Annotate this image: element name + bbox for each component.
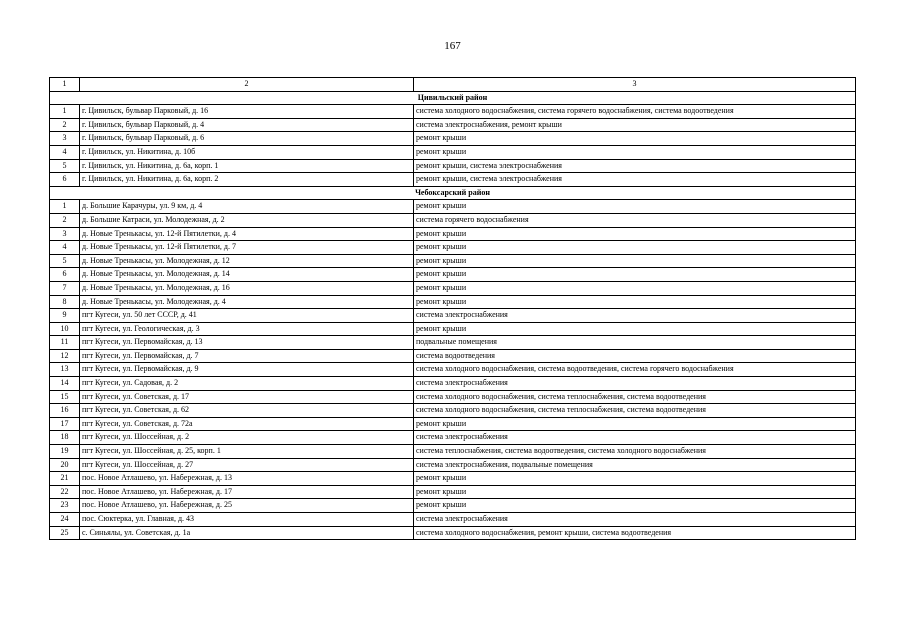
row-address: пгт Кугеси, ул. Советская, д. 62 [80,404,414,418]
row-address: г. Цивильск, ул. Никитина, д. 6а, корп. 2 [80,173,414,187]
table-row [50,268,856,282]
row-address: пос. Новое Атлашево, ул. Набережная, д. 17 [80,485,414,499]
table-row [50,513,856,527]
row-work: система холодного водоснабжения, система теплоснабжения, система водоотведения [414,390,856,404]
row-number: 16 [50,404,80,418]
row-work: система холодного водоснабжения, ремонт крыши, система водоотведения [414,526,856,540]
row-number: 6 [50,173,80,187]
column-header-work: 3 [414,78,856,92]
row-work: система электроснабжения, ремонт крыши [414,118,856,132]
row-address: д. Новые Тренькасы, ул. Молодежная, д. 4 [80,295,414,309]
row-number: 3 [50,132,80,146]
row-work: ремонт крыши [414,281,856,295]
row-address: д. Новые Тренькасы, ул. Молодежная, д. 16 [80,281,414,295]
row-number: 9 [50,309,80,323]
row-number: 10 [50,322,80,336]
row-work: ремонт крыши [414,145,856,159]
row-work: ремонт крыши [414,227,856,241]
table-row [50,200,856,214]
table-row [50,390,856,404]
row-address: пгт Кугеси, ул. Шоссейная, д. 25, корп. 1 [80,445,414,459]
row-address: д. Новые Тренькасы, ул. Молодежная, д. 12 [80,254,414,268]
row-number: 25 [50,526,80,540]
row-number: 11 [50,336,80,350]
row-number: 5 [50,159,80,173]
table-row [50,499,856,513]
row-work: ремонт крыши [414,200,856,214]
row-number: 12 [50,349,80,363]
row-number: 17 [50,417,80,431]
row-number: 1 [50,105,80,119]
row-work: ремонт крыши [414,472,856,486]
row-number: 7 [50,281,80,295]
column-header-number: 1 [50,78,80,92]
table-row [50,241,856,255]
row-work: система электроснабжения [414,431,856,445]
table-row [50,254,856,268]
table-row [50,145,856,159]
row-address: г. Цивильск, бульвар Парковый, д. 6 [80,132,414,146]
row-work: ремонт крыши [414,254,856,268]
row-address: д. Новые Тренькасы, ул. 12-й Пятилетки, д. 7 [80,241,414,255]
row-number: 24 [50,513,80,527]
row-work: система водоотведения [414,349,856,363]
table-row [50,281,856,295]
row-work: подвальные помещения [414,336,856,350]
row-work: ремонт крыши [414,132,856,146]
row-number: 15 [50,390,80,404]
row-number: 19 [50,445,80,459]
row-address: г. Цивильск, бульвар Парковый, д. 16 [80,105,414,119]
row-address: пгт Кугеси, ул. Первомайская, д. 13 [80,336,414,350]
table-row [50,213,856,227]
row-address: пос. Новое Атлашево, ул. Набережная, д. 25 [80,499,414,513]
table-row [50,118,856,132]
row-number: 5 [50,254,80,268]
table-row [50,322,856,336]
row-work: ремонт крыши [414,295,856,309]
table-row [50,336,856,350]
column-header-address: 2 [80,78,414,92]
row-work: система теплоснабжения, система водоотведения, система холодного водоснабжения [414,445,856,459]
table-row [50,295,856,309]
row-address: г. Цивильск, ул. Никитина, д. 10б [80,145,414,159]
row-work: система электроснабжения [414,377,856,391]
row-address: пос. Сюктерка, ул. Главная, д. 43 [80,513,414,527]
row-address: пгт Кугеси, ул. 50 лет СССР, д. 41 [80,309,414,323]
row-number: 1 [50,200,80,214]
district-title: Цивильский район [50,91,856,105]
table-header-row [50,78,856,92]
row-work: система электроснабжения [414,513,856,527]
row-work: система холодного водоснабжения, система водоотведения, система горячего водоснабжения [414,363,856,377]
row-address: пгт Кугеси, ул. Советская, д. 72а [80,417,414,431]
row-number: 20 [50,458,80,472]
row-work: ремонт крыши [414,417,856,431]
row-work: система холодного водоснабжения, система горячего водоснабжения, система водоотведения [414,105,856,119]
row-work: ремонт крыши, система электроснабжения [414,173,856,187]
row-work: ремонт крыши [414,322,856,336]
row-number: 4 [50,241,80,255]
row-work: ремонт крыши [414,268,856,282]
row-number: 23 [50,499,80,513]
table-row [50,417,856,431]
table-row [50,173,856,187]
register-table-body [50,78,856,540]
table-row [50,458,856,472]
row-work: система электроснабжения, подвальные помещения [414,458,856,472]
row-number: 14 [50,377,80,391]
table-row [50,485,856,499]
table-row [50,472,856,486]
district-title: Чебоксарский район [50,186,856,200]
row-work: система горячего водоснабжения [414,213,856,227]
row-address: д. Большие Катраси, ул. Молодежная, д. 2 [80,213,414,227]
row-address: д. Новые Тренькасы, ул. Молодежная, д. 14 [80,268,414,282]
row-number: 6 [50,268,80,282]
row-number: 18 [50,431,80,445]
row-number: 8 [50,295,80,309]
row-address: г. Цивильск, ул. Никитина, д. 6а, корп. 1 [80,159,414,173]
row-address: пгт Кугеси, ул. Геологическая, д. 3 [80,322,414,336]
table-row [50,349,856,363]
row-number: 22 [50,485,80,499]
table-row [50,431,856,445]
district-header-row [50,186,856,200]
table-row [50,105,856,119]
row-number: 21 [50,472,80,486]
row-address: пос. Новое Атлашево, ул. Набережная, д. 13 [80,472,414,486]
row-address: г. Цивильск, бульвар Парковый, д. 4 [80,118,414,132]
row-work: ремонт крыши [414,499,856,513]
row-work: система электроснабжения [414,309,856,323]
row-address: пгт Кугеси, ул. Шоссейная, д. 2 [80,431,414,445]
register-table [49,77,856,540]
row-address: пгт Кугеси, ул. Шоссейная, д. 27 [80,458,414,472]
row-work: ремонт крыши, система электроснабжения [414,159,856,173]
row-number: 13 [50,363,80,377]
table-row [50,445,856,459]
row-number: 3 [50,227,80,241]
row-address: пгт Кугеси, ул. Первомайская, д. 9 [80,363,414,377]
table-row [50,377,856,391]
page-number: 167 [444,40,461,52]
row-address: пгт Кугеси, ул. Первомайская, д. 7 [80,349,414,363]
table-row [50,132,856,146]
row-address: д. Большие Карачуры, ул. 9 км, д. 4 [80,200,414,214]
district-header-row [50,91,856,105]
table-row [50,526,856,540]
row-work: ремонт крыши [414,241,856,255]
table-row [50,227,856,241]
row-address: д. Новые Тренькасы, ул. 12-й Пятилетки, д. 4 [80,227,414,241]
table-row [50,363,856,377]
table-row [50,404,856,418]
table-row [50,309,856,323]
row-address: пгт Кугеси, ул. Садовая, д. 2 [80,377,414,391]
table-row [50,159,856,173]
row-work: ремонт крыши [414,485,856,499]
row-number: 4 [50,145,80,159]
row-number: 2 [50,213,80,227]
row-address: с. Синьялы, ул. Советская, д. 1а [80,526,414,540]
row-number: 2 [50,118,80,132]
row-address: пгт Кугеси, ул. Советская, д. 17 [80,390,414,404]
row-work: система холодного водоснабжения, система теплоснабжения, система водоотведения [414,404,856,418]
